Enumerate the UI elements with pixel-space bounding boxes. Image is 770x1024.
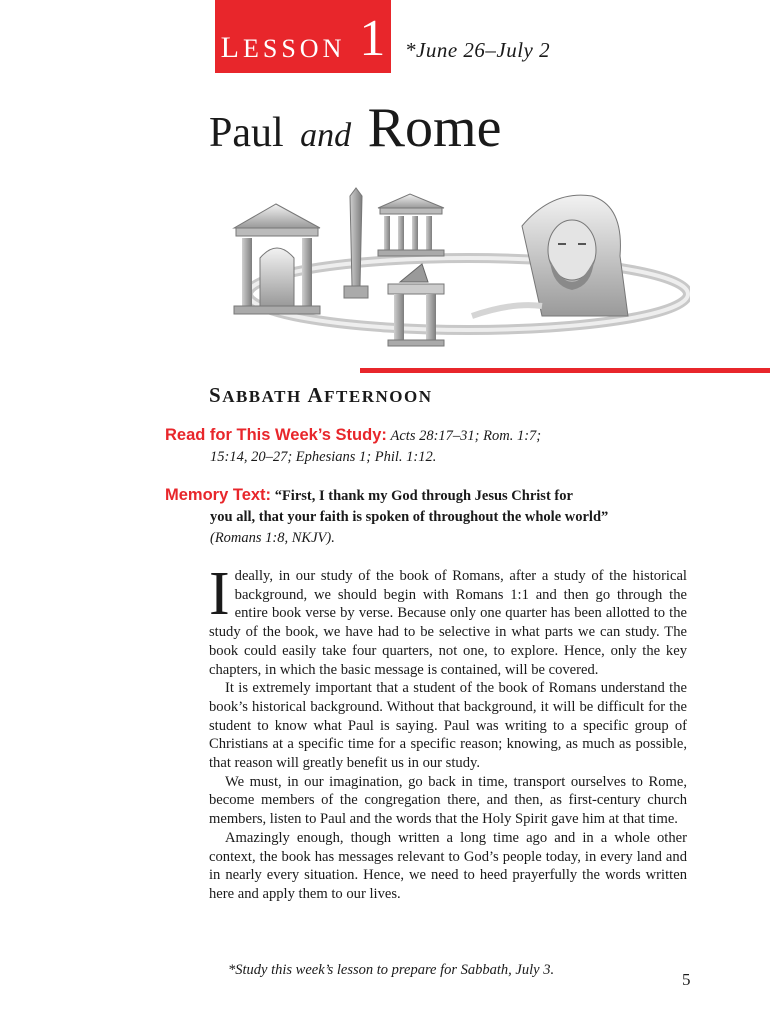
lesson-label: LESSON	[220, 31, 346, 64]
memory-citation: (Romans 1:8, NKJV).	[210, 530, 335, 546]
read-study-block	[165, 425, 695, 468]
page-number: 5	[682, 970, 691, 989]
drop-cap: I	[209, 560, 230, 628]
paragraph-4: Amazingly enough, though written a long time ago and in a whole other context, the book has messages relevant to God’s people today, in every land and in nearly every situation. Hence, we need to heed prayerfully the words written here and apply them to our lives.	[209, 829, 687, 902]
section-divider	[360, 368, 770, 373]
memory-text-line2: you all, that your faith is spoken of throughout the whole world”	[210, 509, 609, 525]
read-study-refs-1: Acts 28:17–31; Rom. 1:7;	[390, 428, 542, 444]
memory-text-block	[165, 485, 695, 549]
paragraph-3: We must, in our imagination, go back in time, transport ourselves to Rome, become members of the congregation there, and then, as first-century church members, listen to Paul and the words that the Holy Spirit gave him at that time.	[209, 773, 687, 828]
lesson-header-box	[215, 0, 391, 73]
obelisk-icon	[344, 188, 368, 298]
rome-illustration	[232, 186, 690, 356]
lesson-number: 1	[359, 10, 386, 68]
lesson-dates: *June 26–July 2	[405, 38, 551, 62]
temple-icon	[234, 204, 320, 314]
footnote: *Study this week’s lesson to prepare for Sabbath, July 3.	[228, 962, 555, 978]
paragraph-1: Ideally, in our study of the book of Romans, after a study of the historical background, we should begin with Romans 1:1 and then go through the entire book verse by verse. Because only one quarter has been allotted to the study of the book, we have had to be selective in what parts we can study. The book could easily take four quarters, not one, to explore. Hence, only the key chapters, in which the basic message is contained, will be covered.	[209, 560, 687, 678]
section-heading: SABBATH AFTERNOON	[209, 383, 433, 407]
read-study-label: Read for This Week’s Study:	[165, 426, 387, 444]
memory-text-line1: “First, I thank my God through Jesus Christ for	[274, 488, 573, 504]
page-title	[209, 97, 502, 159]
paragraph-2: It is extremely important that a student of the book of Romans understand the book’s historical background. Without that background, it will be difficult for the student to know what Paul is saying. Paul was writing to a specific group of Christians at a specific time for a specific reason; knowing, as much as possible, that reason will greatly benefit us in our study.	[209, 680, 687, 772]
lesson-body	[209, 560, 687, 904]
title-paul: Paul	[209, 110, 284, 156]
pantheon-icon	[378, 194, 444, 256]
title-rome: Rome	[367, 97, 502, 159]
title-and: and	[300, 117, 352, 154]
read-study-refs-2: 15:14, 20–27; Ephesians 1; Phil. 1:12.	[210, 449, 437, 465]
memory-text-label: Memory Text:	[165, 486, 272, 504]
